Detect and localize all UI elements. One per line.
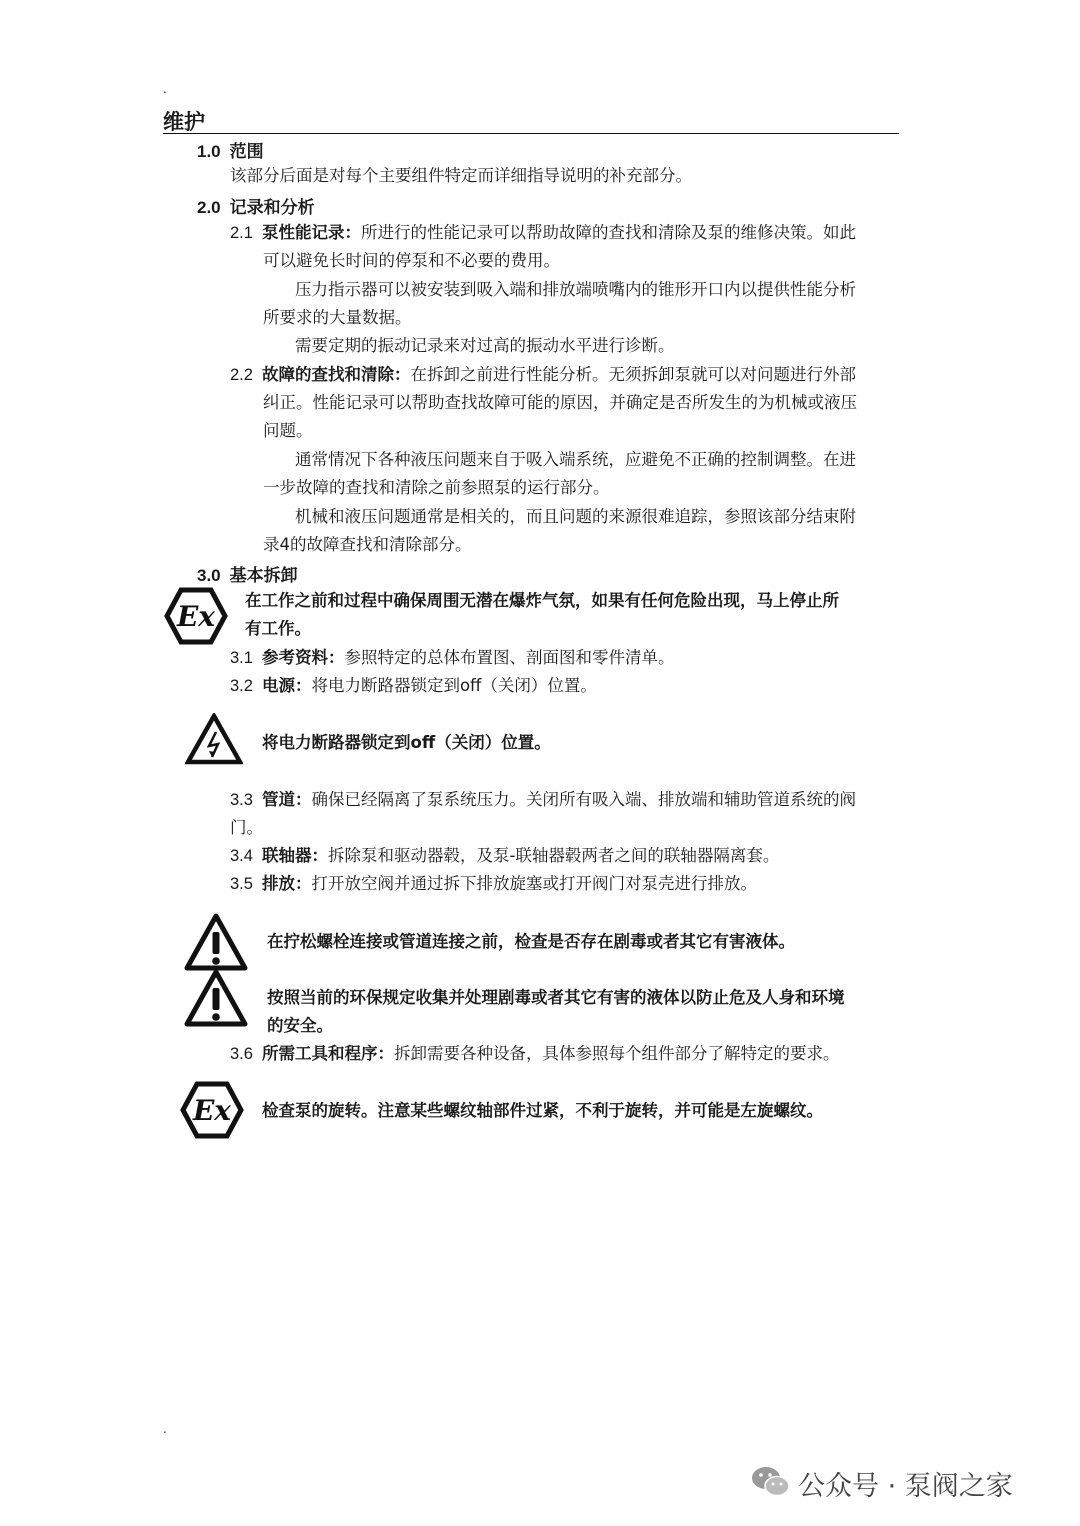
text-line: 门。 bbox=[230, 818, 263, 837]
item-number: 2.2 bbox=[230, 366, 253, 384]
item-text: 在拆卸之前进行性能分析。无须拆卸泵就可以对问题进行外部 bbox=[410, 365, 856, 384]
section-3-heading bbox=[197, 561, 298, 586]
rotation-warning: 检查泵的旋转。注意某些螺纹轴部件过紧，不利于旋转，并可能是左旋螺纹。 bbox=[262, 1101, 823, 1120]
item-number: 3.6 bbox=[230, 1045, 253, 1063]
section-1-heading bbox=[197, 137, 264, 162]
section-title: 范围 bbox=[229, 142, 264, 162]
ex-warning-line: 有工作。 bbox=[245, 619, 311, 638]
text-line: 一步故障的查找和清除之前参照泵的运行部分。 bbox=[263, 478, 610, 497]
section-number: 2.0 bbox=[197, 198, 221, 217]
warning-icon bbox=[183, 912, 249, 972]
toxic-liquid-warning: 在拧松螺栓连接或管道连接之前，检查是否存在剧毒或者其它有害液体。 bbox=[267, 932, 795, 951]
item-3-6 bbox=[230, 1040, 839, 1068]
item-number: 3.5 bbox=[230, 875, 253, 893]
ex-icon bbox=[180, 1081, 244, 1139]
item-number: 3.2 bbox=[230, 677, 253, 695]
item-text: 拆除泵和驱动器毂，及泵-联轴器毂两者之间的联轴器隔离套。 bbox=[327, 846, 780, 865]
item-3-4 bbox=[230, 842, 779, 870]
ex-warning-line: 在工作之前和过程中确保周围无潜在爆炸气氛，如果有任何危险出现，马上停止所 bbox=[245, 591, 839, 610]
disposal-warning-line: 按照当前的环保规定收集并处理剧毒或者其它有害的液体以防止危及人身和环境 bbox=[267, 988, 845, 1007]
item-3-5 bbox=[230, 870, 757, 898]
item-label: 管道： bbox=[261, 790, 312, 809]
item-2-2 bbox=[230, 361, 856, 389]
svg-text:Ex: Ex bbox=[176, 600, 216, 633]
item-label: 排放： bbox=[261, 874, 312, 893]
item-number: 2.1 bbox=[230, 224, 253, 242]
text-line: 机械和液压问题通常是相关的，而且问题的来源很难追踪，参照该部分结束附 bbox=[295, 507, 856, 526]
section-title: 基本拆卸 bbox=[229, 566, 298, 586]
item-text: 所进行的性能记录可以帮助故障的查找和清除及泵的维修决策。如此 bbox=[360, 223, 856, 242]
item-text: 拆卸需要各种设备，具体参照每个组件部分了解特定的要求。 bbox=[393, 1044, 840, 1063]
text-line: 问题。 bbox=[263, 421, 313, 440]
item-number: 3.3 bbox=[230, 791, 253, 809]
text-line: 可以避免长时间的停泵和不必要的费用。 bbox=[263, 251, 560, 270]
item-text: 参照特定的总体布置图、剖面图和零件清单。 bbox=[344, 648, 675, 667]
item-3-2 bbox=[230, 672, 597, 700]
item-label: 泵性能记录： bbox=[261, 223, 361, 242]
item-text: 确保已经隔离了泵系统压力。关闭所有吸入端、排放端和辅助管道系统的阀 bbox=[311, 790, 856, 809]
page-dot-bottom: . bbox=[163, 1422, 167, 1436]
item-label: 所需工具和程序： bbox=[261, 1044, 394, 1063]
text-line: 通常情况下各种液压问题来自于吸入端系统，应避免不正确的控制调整。在进 bbox=[295, 450, 856, 469]
watermark-text: 公众号 · 泵阀之家 bbox=[798, 1471, 1013, 1502]
page-dot-top: . bbox=[163, 82, 167, 96]
disposal-warning-line: 的安全。 bbox=[267, 1016, 333, 1035]
item-text: 将电力断路器锁定到off（关闭）位置。 bbox=[311, 676, 597, 695]
section-number: 3.0 bbox=[197, 566, 221, 585]
section-title: 记录和分析 bbox=[229, 198, 315, 218]
item-3-3 bbox=[230, 786, 856, 814]
text-line: 压力指示器可以被安装到吸入端和排放端喷嘴内的锥形开口内以提供性能分析 bbox=[295, 280, 856, 299]
wechat-icon bbox=[750, 1464, 792, 1500]
item-label: 故障的查找和清除： bbox=[261, 365, 411, 384]
item-2-1 bbox=[230, 219, 856, 247]
text-line: 纠正。性能记录可以帮助查找故障可能的原因，并确定是否所发生的为机械或液压 bbox=[263, 393, 857, 412]
item-3-1 bbox=[230, 644, 674, 672]
section-number: 1.0 bbox=[197, 142, 221, 161]
paragraph: 该部分后面是对每个主要组件特定而详细指导说明的补充部分。 bbox=[230, 166, 692, 185]
text-line: 需要定期的振动记录来对过高的振动水平进行诊断。 bbox=[295, 336, 675, 355]
electrical-warning: 将电力断路器锁定到off（关闭）位置。 bbox=[262, 733, 551, 752]
section-2-heading bbox=[197, 193, 315, 218]
item-number: 3.1 bbox=[230, 649, 253, 667]
item-text: 打开放空阀并通过拆下排放旋塞或打开阀门对泵壳进行排放。 bbox=[311, 874, 757, 893]
item-label: 电源： bbox=[261, 676, 312, 695]
text-line: 所要求的大量数据。 bbox=[263, 308, 412, 327]
page-title: 维护 bbox=[163, 110, 205, 134]
electric-hazard-icon bbox=[185, 713, 243, 765]
text-line: 录4的故障查找和清除部分。 bbox=[263, 535, 472, 554]
svg-text:Ex: Ex bbox=[192, 1094, 232, 1127]
ex-icon bbox=[164, 587, 228, 645]
title-rule bbox=[163, 133, 899, 134]
item-label: 参考资料： bbox=[261, 648, 345, 667]
warning-icon bbox=[183, 968, 249, 1028]
item-label: 联轴器： bbox=[261, 846, 328, 865]
item-number: 3.4 bbox=[230, 847, 253, 865]
